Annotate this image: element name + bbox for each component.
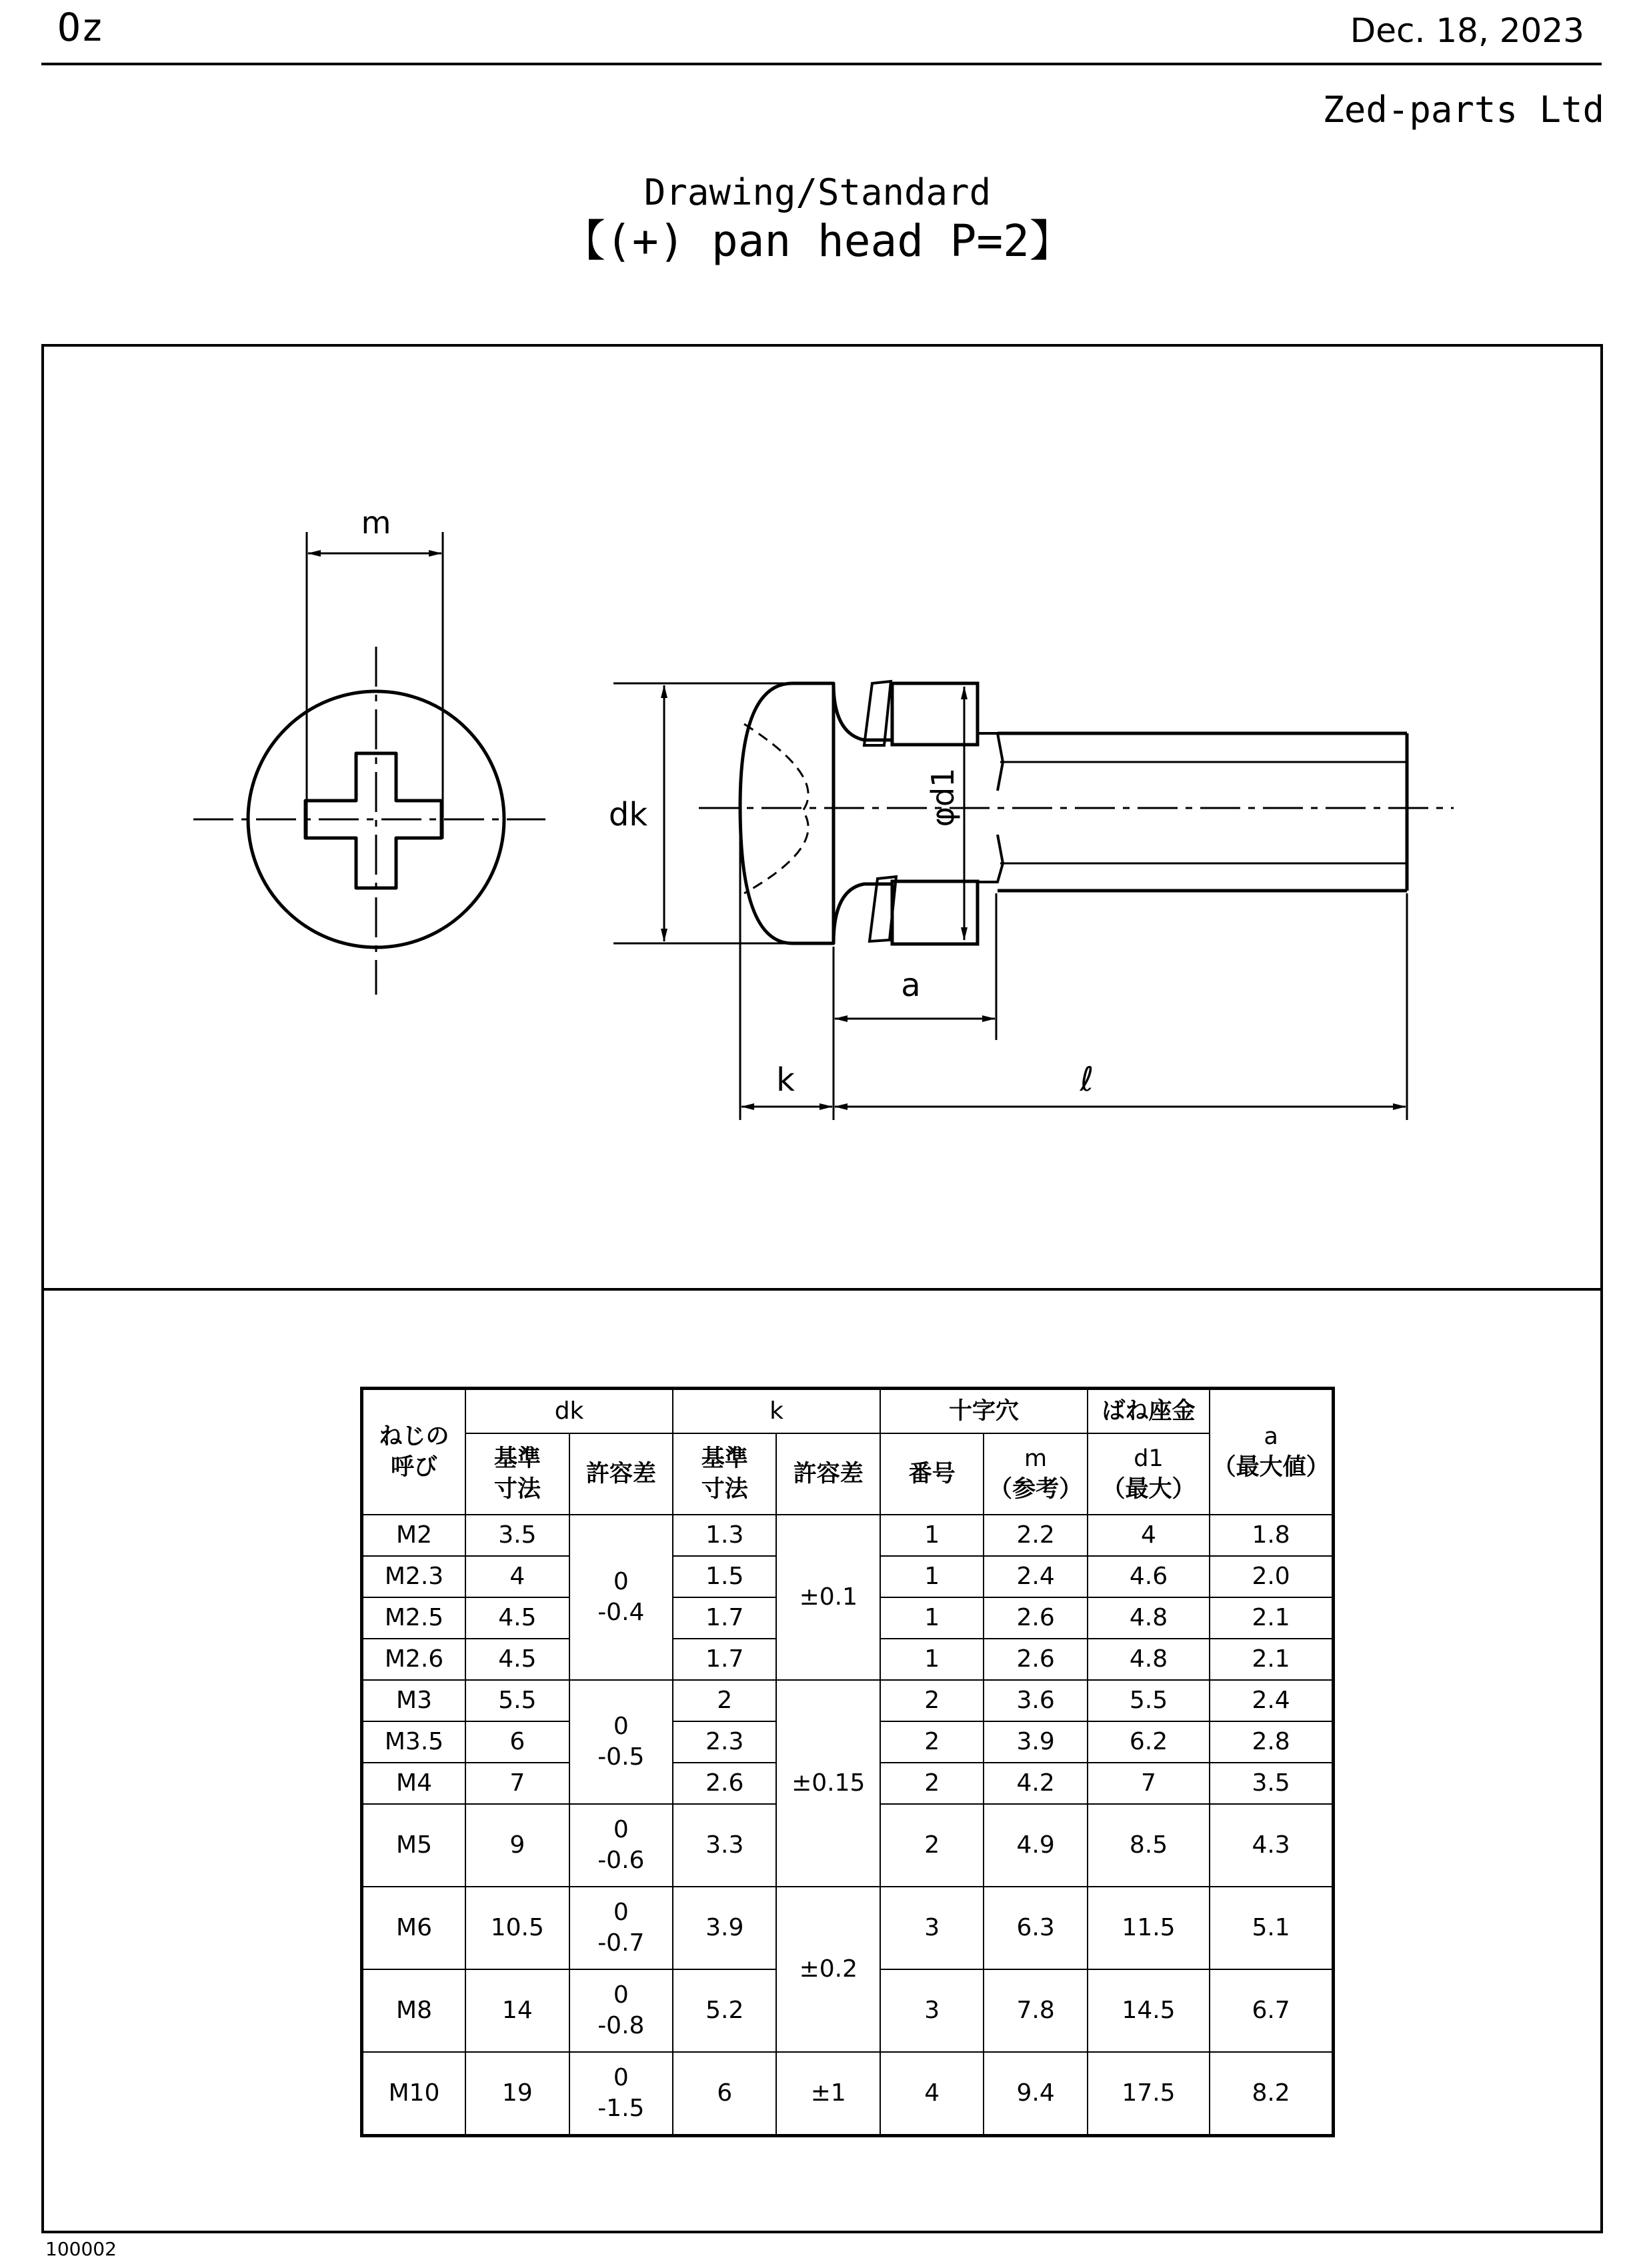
cell-recess-number: 2 [880, 1804, 984, 1887]
cell-d1: 17.5 [1088, 2052, 1210, 2136]
cell-a: 2.1 [1210, 1639, 1333, 1680]
header-recess-number: 番号 [880, 1433, 984, 1515]
company-code: Oz [57, 5, 104, 50]
cell-d1: 4.8 [1088, 1639, 1210, 1680]
cell-k: 2 [673, 1680, 776, 1721]
header-k-tolerance: 許容差 [776, 1433, 880, 1515]
document-title: Drawing/Standard [643, 171, 992, 213]
cell-recess-number: 2 [880, 1680, 984, 1721]
header-m-reference: m （参考） [984, 1433, 1087, 1515]
header-k: k [673, 1389, 880, 1434]
cell-dk: 19 [465, 2052, 569, 2136]
cell-dk-tolerance: 0 -1.5 [569, 2052, 673, 2136]
header-dk: dk [465, 1389, 673, 1434]
vendor-name: Zed-parts Ltd [1322, 89, 1604, 131]
cell-dk-tolerance: 0 -0.4 [569, 1515, 673, 1680]
cell-dk: 9 [465, 1804, 569, 1887]
cell-dk: 4.5 [465, 1639, 569, 1680]
cell-d1: 7 [1088, 1763, 1210, 1804]
cell-dk: 5.5 [465, 1680, 569, 1721]
cell-k: 3.9 [673, 1887, 776, 1969]
cell-recess-number: 2 [880, 1721, 984, 1763]
cell-k-tolerance: ±1 [776, 2052, 880, 2136]
cell-m: 2.2 [984, 1515, 1087, 1556]
cell-size: M3 [362, 1680, 466, 1721]
cell-size: M2.3 [362, 1556, 466, 1597]
cell-d1: 11.5 [1088, 1887, 1210, 1969]
table-row [362, 1515, 1334, 1556]
cell-size: M8 [362, 1969, 466, 2052]
cross-recess-shape [305, 753, 441, 888]
cell-k: 1.5 [673, 1556, 776, 1597]
cell-dk-tolerance: 0 -0.5 [569, 1680, 673, 1804]
side-view [613, 681, 1454, 1120]
cell-a: 2.1 [1210, 1597, 1333, 1639]
cell-k: 5.2 [673, 1969, 776, 2052]
header-dk-tolerance: 許容差 [569, 1433, 673, 1515]
cell-d1: 6.2 [1088, 1721, 1210, 1763]
cell-d1: 14.5 [1088, 1969, 1210, 2052]
document-number: 100002 [45, 2238, 117, 2260]
dimension-table [360, 1387, 1335, 2137]
cell-recess-number: 1 [880, 1597, 984, 1639]
cell-size: M2.5 [362, 1597, 466, 1639]
cell-dk: 6 [465, 1721, 569, 1763]
header-nominal-size: ねじの 呼び [362, 1389, 466, 1515]
cell-k-tolerance: ±0.15 [776, 1680, 880, 1887]
washer-neck-bottom [834, 884, 894, 943]
header-dk-basic: 基準 寸法 [465, 1433, 569, 1515]
cell-k: 1.7 [673, 1639, 776, 1680]
cell-dk: 4.5 [465, 1597, 569, 1639]
cell-k: 2.6 [673, 1763, 776, 1804]
d1-label: φd1 [925, 767, 961, 827]
k-label: k [776, 1061, 795, 1099]
table-row [362, 1680, 1334, 1721]
cell-a: 2.4 [1210, 1680, 1333, 1721]
cell-m: 9.4 [984, 2052, 1087, 2136]
cell-dk: 7 [465, 1763, 569, 1804]
cell-recess-number: 4 [880, 2052, 984, 2136]
document-date: Dec. 18, 2023 [1350, 11, 1584, 50]
cell-a: 3.5 [1210, 1763, 1333, 1804]
cell-d1: 8.5 [1088, 1804, 1210, 1887]
cell-d1: 5.5 [1088, 1680, 1210, 1721]
table-row [362, 2052, 1334, 2136]
cell-d1: 4 [1088, 1515, 1210, 1556]
cell-m: 7.8 [984, 1969, 1087, 2052]
cell-m: 4.2 [984, 1763, 1087, 1804]
cell-m: 2.4 [984, 1556, 1087, 1597]
cell-k-tolerance: ±0.1 [776, 1515, 880, 1680]
header-d1-max: d1 （最大） [1088, 1433, 1210, 1515]
cell-dk: 4 [465, 1556, 569, 1597]
cell-d1: 4.8 [1088, 1597, 1210, 1639]
cell-dk: 10.5 [465, 1887, 569, 1969]
cell-m: 3.6 [984, 1680, 1087, 1721]
header-spring-washer: ばね座金 [1088, 1389, 1210, 1434]
cell-a: 4.3 [1210, 1804, 1333, 1887]
cell-recess-number: 1 [880, 1515, 984, 1556]
cell-k: 2.3 [673, 1721, 776, 1763]
cell-size: M10 [362, 2052, 466, 2136]
cell-m: 6.3 [984, 1887, 1087, 1969]
cell-k: 3.3 [673, 1804, 776, 1887]
cell-dk-tolerance: 0 -0.6 [569, 1804, 673, 1887]
cell-dk-tolerance: 0 -0.8 [569, 1969, 673, 2052]
cell-size: M2 [362, 1515, 466, 1556]
cell-recess-number: 1 [880, 1556, 984, 1597]
header-cross-recess: 十字穴 [880, 1389, 1088, 1434]
cell-m: 2.6 [984, 1639, 1087, 1680]
cell-a: 5.1 [1210, 1887, 1333, 1969]
cell-m: 3.9 [984, 1721, 1087, 1763]
table-row [362, 1887, 1334, 1969]
cell-d1: 4.6 [1088, 1556, 1210, 1597]
pan-head-outline [740, 683, 834, 943]
cell-dk: 3.5 [465, 1515, 569, 1556]
cell-recess-number: 2 [880, 1763, 984, 1804]
a-label: a [901, 967, 921, 1004]
cell-m: 2.6 [984, 1597, 1087, 1639]
m-label: m [361, 505, 391, 541]
cell-size: M4 [362, 1763, 466, 1804]
cell-size: M3.5 [362, 1721, 466, 1763]
front-view [193, 532, 545, 995]
cell-a: 1.8 [1210, 1515, 1333, 1556]
cell-k: 1.3 [673, 1515, 776, 1556]
cell-size: M2.6 [362, 1639, 466, 1680]
cell-dk: 14 [465, 1969, 569, 2052]
dk-label: dk [608, 796, 648, 833]
cell-recess-number: 3 [880, 1969, 984, 2052]
cell-size: M5 [362, 1804, 466, 1887]
cell-recess-number: 1 [880, 1639, 984, 1680]
frame-divider [41, 1288, 1603, 1291]
l-label: ℓ [1080, 1060, 1094, 1099]
cell-a: 8.2 [1210, 2052, 1333, 2136]
cell-a: 2.8 [1210, 1721, 1333, 1763]
cell-a: 2.0 [1210, 1556, 1333, 1597]
header-k-basic: 基準 寸法 [673, 1433, 776, 1515]
cell-k: 1.7 [673, 1597, 776, 1639]
cell-size: M6 [362, 1887, 466, 1969]
header-a-max: a （最大値） [1210, 1389, 1333, 1515]
spring-washer-top [864, 681, 891, 745]
cell-a: 6.7 [1210, 1969, 1333, 2052]
cell-dk-tolerance: 0 -0.7 [569, 1887, 673, 1969]
cell-recess-number: 3 [880, 1887, 984, 1969]
cell-k-tolerance: ±0.2 [776, 1887, 880, 2052]
cell-m: 4.9 [984, 1804, 1087, 1887]
document-subtitle: 【(+) pan head P=2】 [561, 215, 1074, 267]
cell-k: 6 [673, 2052, 776, 2136]
